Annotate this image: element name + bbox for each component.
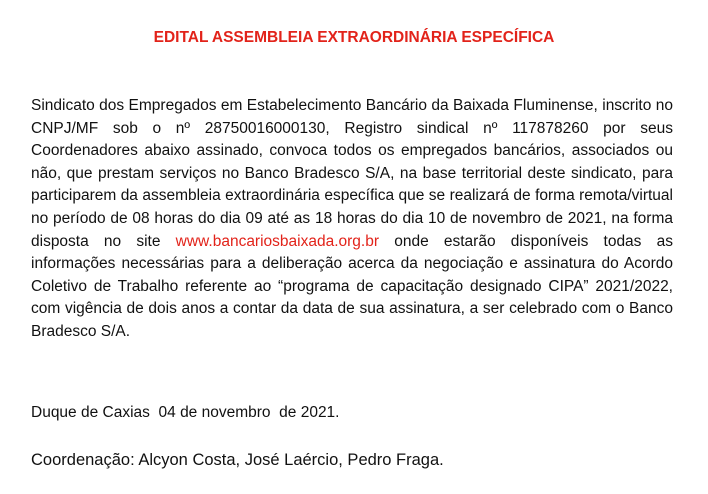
coordination-signatures: Coordenação: Alcyon Costa, José Laércio, Pedro Fraga. xyxy=(31,451,444,469)
document-title: EDITAL ASSEMBLEIA EXTRAORDINÁRIA ESPECÍFICA xyxy=(153,29,555,46)
body-text-before-link: Sindicato dos Empregados em Estabelecimento Bancário da Baixada Fluminense, inscrito no CNPJ/MF sob o nº 28750016000130, Registro sindical nº 117878260 por seus Coordenadores abaixo assinado, convoca todos os empregados bancários, associados ou não, que prestam serviços no Banco Bradesco S/A, na base territorial deste sindicato, para participarem da assembleia extraordinária específica que se realizará de forma remota/virtual no período de 08 horas do dia 09 até as 18 horas do dia 10 de novembro de 2021, na forma disposta no site xyxy=(31,97,673,250)
body-text-after-link: onde estarão disponíveis todas as informações necessárias para a deliberação acerca da negociação e assinatura do Acordo Coletivo de Trabalho referente ao “programa de capacitação designado CIPA” 2021/2022, com vigência de dois anos a contar da data de sua assinatura, a ser celebrado com o Banco Bradesco S/A. xyxy=(31,232,673,340)
body-paragraph xyxy=(31,95,673,344)
site-link[interactable]: www.bancariosbaixada.org.br xyxy=(175,232,380,250)
place-date: Duque de Caxias 04 de novembro de 2021. xyxy=(31,404,340,421)
